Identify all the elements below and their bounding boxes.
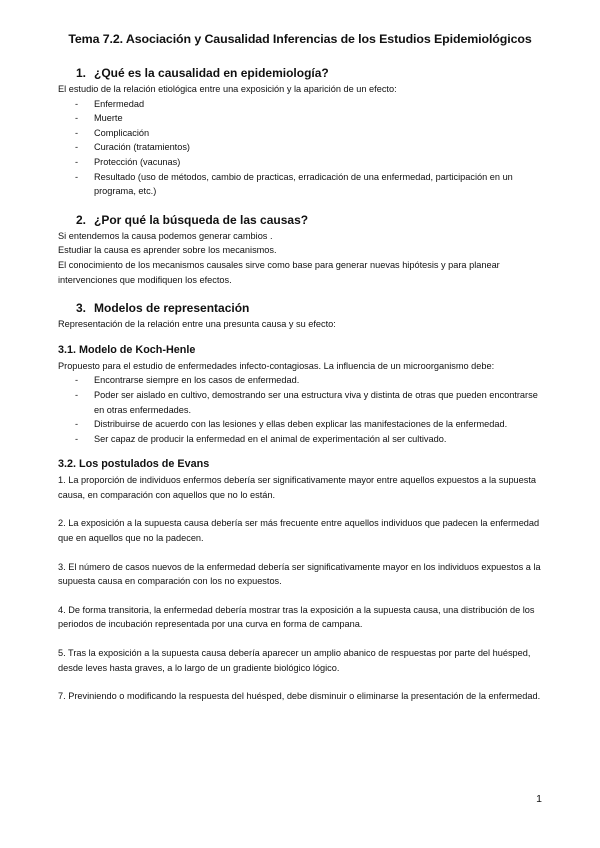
evans-postulate: 1. La proporción de individuos enfermos debería ser significativamente mayor entre aquellos expuestos a la supuesta causa, en comparación con aquellos que no lo están. [58, 475, 537, 500]
section-2-line: Estudiar la causa es aprender sobre los mecanismos. [58, 245, 277, 256]
section-2-title: ¿Por qué la búsqueda de las causas? [94, 212, 309, 227]
list-item: - Poder ser aislado en cultivo, demostrando ser una estructura viva y distinta de otras que pueden encontrarse en otras enfermedades. [75, 389, 538, 415]
section-2-number: 2. [76, 212, 87, 227]
subsection-3-1-intro: Propuesto para el estudio de enfermedades infecto-contagiosas. La influencia de un microorganismo debe: [58, 360, 495, 371]
evans-postulate: 3. El número de casos nuevos de la enfermedad debería ser significativamente mayor en los individuos expuestos a la supuesta causa en comparación con los no expuestos. [58, 561, 541, 587]
list-item: - Distribuirse de acuerdo con las lesiones y ellas deben explicar las manifestaciones de la enfermedad. [75, 419, 508, 430]
list-item: - Curación (tratamientos) [75, 142, 190, 153]
section-2-line: El conocimiento de los mecanismos causales sirve como base para generar nuevas hipótesis y para planear intervenciones que modifiquen los efectos. [58, 259, 500, 285]
section-2-line: Si entendemos la causa podemos generar cambios . [58, 230, 273, 241]
list-item: - Encontrarse siempre en los casos de enfermedad. [75, 375, 300, 386]
list-item: - Enfermedad [75, 98, 145, 109]
section-1-number: 1. [76, 66, 87, 80]
section-1-heading [58, 66, 542, 80]
section-3-title: Modelos de representación [94, 301, 250, 316]
page-title: Tema 7.2. Asociación y Causalidad Inferencias de los Estudios Epidemiológicos [68, 32, 532, 46]
subsection-3-1-heading: 3.1. Modelo de Koch-Henle [58, 343, 196, 356]
section-3-number: 3. [76, 301, 87, 316]
subsection-3-2-heading: 3.2. Los postulados de Evans [58, 458, 210, 471]
list-item: - Resultado (uso de métodos, cambio de practicas, erradicación de una enfermedad, participación en un programa, etc.) [75, 171, 513, 197]
list-item: - Ser capaz de producir la enfermedad en el animal de experimentación al ser cultivado. [75, 433, 447, 444]
section-3-intro: Representación de la relación entre una presunta causa y su efecto: [58, 319, 336, 330]
evans-postulate: 4. De forma transitoria, la enfermedad debería mostrar tras la exposición a la supuesta causa, una distribución de los periodos de incubación representada por una curva en forma de campana. [58, 604, 535, 630]
page-number: 1 [536, 793, 542, 805]
section-3-heading [58, 301, 542, 315]
evans-postulate: 7. Previniendo o modificando la respuesta del huésped, debe disminuir o eliminarse la presentación de la enfermedad. [58, 691, 541, 702]
list-item: - Protección (vacunas) [75, 156, 181, 167]
evans-postulate: 2. La exposición a la supuesta causa debería ser más frecuente entre aquellos individuos que padecen la enfermedad que en aquellos que no la padecen. [58, 518, 540, 544]
section-1-title: ¿Qué es la causalidad en epidemiología? [94, 66, 329, 80]
subsection-3-1-list [58, 373, 542, 446]
evans-postulate: 5. Tras la exposición a la supuesta causa debería aparecer un amplio abanico de respuestas por parte del huésped, desde leves hasta graves, a lo largo de un gradiente biológico lógico. [58, 648, 531, 673]
section-1-list [58, 97, 542, 199]
section-2-heading [58, 213, 542, 227]
list-item: - Complicación [75, 127, 150, 138]
list-item: - Muerte [75, 113, 123, 124]
section-1-intro: El estudio de la relación etiológica entre una exposición y la aparición de un efecto: [58, 84, 397, 94]
